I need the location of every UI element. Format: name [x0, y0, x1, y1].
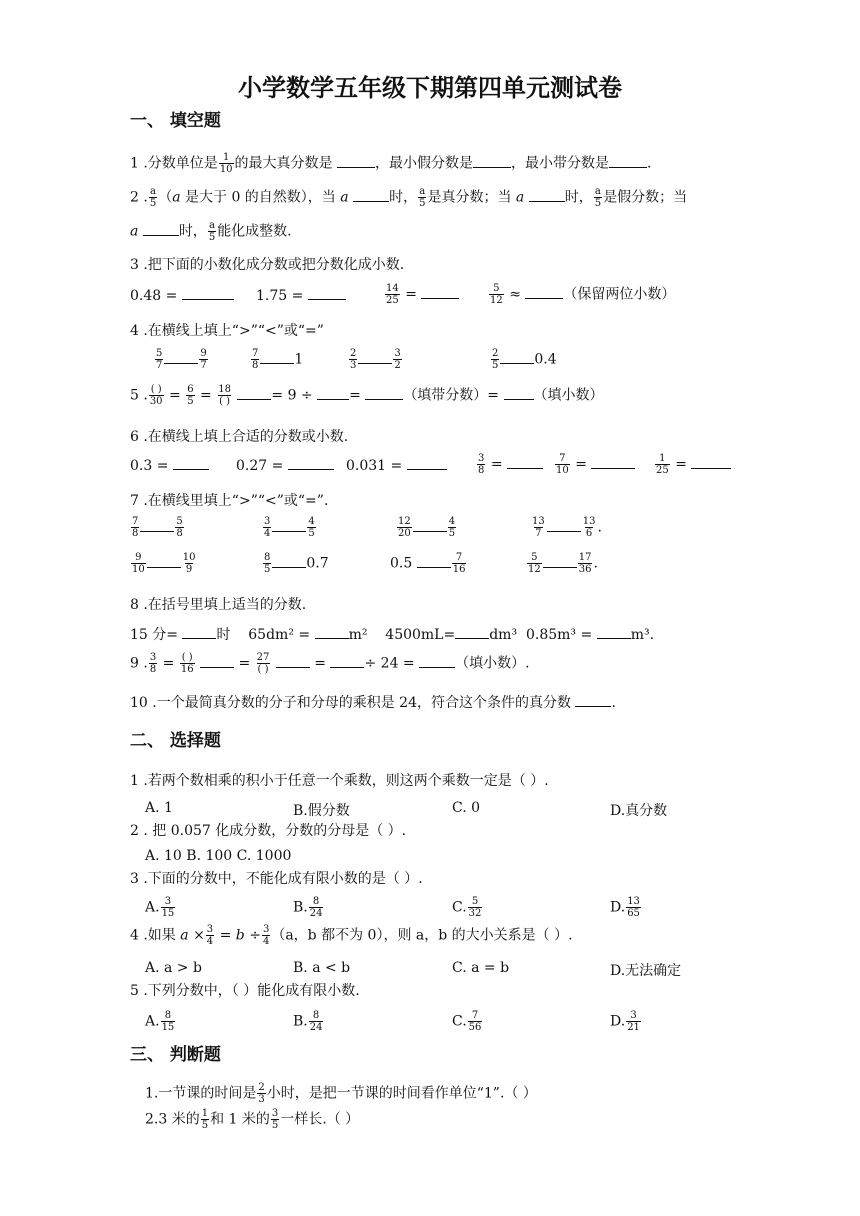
- answer-blank[interactable]: [200, 666, 234, 668]
- q4-item: $\frac{5}{7}$ $\frac{9}{7}$: [156, 348, 207, 371]
- judgement-1: 1.一节课的时间是 $\frac{2}{3}$ 小时，是把一节课的时间看作单位“1”.（ ）: [145, 1082, 537, 1105]
- question-5: 5 . ( ) 30 = $\frac{6}{5}$ = 18 ( ) = 9 ÷ = （填带分数）= （填小数）: [130, 384, 604, 407]
- option[interactable]: D.真分数: [610, 803, 668, 819]
- option[interactable]: C. $\frac{7}{56}$: [452, 1010, 482, 1033]
- q6-item: $\frac{1}{25}$ =: [654, 453, 731, 476]
- answer-blank[interactable]: [140, 530, 174, 532]
- choice-2: 2 . 把 0.057 化成分数，分数的分母是（ ）.: [130, 823, 407, 839]
- answer-blank[interactable]: [317, 398, 349, 400]
- answer-blank[interactable]: [504, 398, 534, 400]
- answer-blank[interactable]: [143, 234, 179, 236]
- question-6: 6 .在横线上填上合适的分数或小数.: [130, 429, 349, 445]
- fraction: $\frac{a}{5}$: [149, 186, 157, 209]
- answer-blank[interactable]: [330, 666, 364, 668]
- option[interactable]: C. $\frac{5}{32}$: [452, 896, 482, 919]
- q7-item: $\frac{7}{8}$ $\frac{5}{8}$: [132, 516, 183, 539]
- option[interactable]: A. $\frac{3}{15}$: [145, 896, 175, 919]
- q8-items: 15 分= 时 65dm² = m² 4500mL= dm³ 0.85m³ = m³.: [130, 627, 655, 643]
- answer-blank[interactable]: [358, 362, 392, 364]
- answer-blank[interactable]: [691, 467, 731, 469]
- answer-blank[interactable]: [260, 362, 294, 364]
- choice-5: 5 .下列分数中，（ ）能化成有限小数.: [130, 983, 360, 999]
- q6-item: 0.27 =: [236, 458, 334, 474]
- q4-item: $\frac{2}{3}$ $\frac{3}{2}$: [350, 348, 401, 371]
- question-1: 1 .分数单位是 $\frac{1}{10}$ 的最大真分数是 ，最小假分数是 ，最小带分数是 .: [130, 152, 652, 175]
- section-heading-judgement: 三、 判断题: [130, 1045, 221, 1065]
- option[interactable]: A. 10 B. 100 C. 1000: [145, 848, 292, 864]
- answer-blank[interactable]: [407, 468, 447, 470]
- q6-item: 0.031 =: [346, 458, 447, 474]
- option[interactable]: D.无法确定: [610, 963, 682, 979]
- answer-blank[interactable]: [597, 637, 631, 639]
- choice-1: 1 .若两个数相乘的积小于任意一个乘数，则这两个乘数一定是（ ）.: [130, 773, 549, 789]
- q7-item: $\frac{5}{12}$ $\frac{17}{36}$ .: [528, 552, 598, 575]
- q6-item: $\frac{7}{10}$ =: [554, 453, 635, 476]
- option[interactable]: A. $\frac{8}{15}$: [145, 1010, 175, 1033]
- section-heading-choice: 二、 选择题: [130, 731, 221, 751]
- choice-3: 3 .下面的分数中，不能化成有限小数的是（ ）.: [130, 871, 423, 887]
- fraction: $\frac{1}{10}$: [219, 152, 233, 175]
- q6-item: 0.3 =: [130, 458, 209, 474]
- option[interactable]: A. a > b: [145, 960, 202, 976]
- answer-blank[interactable]: [182, 637, 216, 639]
- answer-blank[interactable]: [419, 666, 455, 668]
- answer-blank[interactable]: [547, 530, 581, 532]
- answer-blank[interactable]: [288, 468, 334, 470]
- answer-blank[interactable]: [337, 166, 375, 168]
- answer-blank[interactable]: [543, 566, 577, 568]
- answer-blank[interactable]: [272, 566, 306, 568]
- q6-item: $\frac{3}{8}$ =: [476, 453, 543, 476]
- answer-blank[interactable]: [421, 297, 459, 299]
- answer-blank[interactable]: [315, 637, 349, 639]
- answer-blank[interactable]: [525, 297, 563, 299]
- option[interactable]: B.假分数: [293, 803, 350, 819]
- answer-blank[interactable]: [164, 362, 198, 364]
- q7-item: $\frac{9}{10}$ $\frac{10}{9}$: [132, 552, 196, 575]
- question-2: 2 . $\frac{a}{5}$ （a 是大于 0 的自然数），当 a 时， $\frac{a}{5}$ 是真分数；当 a 时， $\frac{a}{5}$ 是假分数；当: [130, 186, 688, 209]
- answer-blank[interactable]: [455, 637, 489, 639]
- answer-blank[interactable]: [353, 200, 389, 202]
- judgement-2: 2.3 米的 $\frac{1}{5}$ 和 1 米的 $\frac{3}{5}$ 一样长.（ ）: [145, 1108, 360, 1131]
- answer-blank[interactable]: [575, 705, 611, 707]
- option[interactable]: C. a = b: [452, 960, 510, 976]
- q1-text: 1 .分数单位是: [130, 155, 218, 172]
- answer-blank[interactable]: [529, 200, 565, 202]
- answer-blank[interactable]: [417, 566, 451, 568]
- option[interactable]: A. 1: [145, 800, 173, 816]
- option[interactable]: C. 0: [452, 800, 481, 816]
- answer-blank[interactable]: [591, 467, 635, 469]
- question-8: 8 .在括号里填上适当的分数.: [130, 597, 307, 613]
- answer-blank[interactable]: [308, 298, 346, 300]
- option[interactable]: B. $\frac{8}{24}$: [293, 896, 323, 919]
- answer-blank[interactable]: [237, 398, 271, 400]
- answer-blank[interactable]: [413, 530, 447, 532]
- answer-blank[interactable]: [500, 362, 534, 364]
- question-7: 7 .在横线里填上“>”“<”或“=”.: [130, 493, 329, 509]
- option[interactable]: D. $\frac{13}{65}$: [610, 896, 640, 919]
- q3-item: 1.75 =: [256, 288, 346, 304]
- answer-blank[interactable]: [272, 530, 306, 532]
- answer-blank[interactable]: [609, 166, 647, 168]
- answer-blank[interactable]: [147, 566, 181, 568]
- question-9: 9 . $\frac{3}{8}$ = ( ) 16 = 27 ( ) = ÷ 24 = （填小数）.: [130, 652, 530, 675]
- q4-item: $\frac{7}{8}$ 1: [252, 348, 304, 371]
- answer-blank[interactable]: [182, 298, 234, 300]
- answer-blank[interactable]: [173, 468, 209, 470]
- q3-item: $\frac{14}{25}$ =: [384, 283, 459, 306]
- question-10: 10 .一个最简真分数的分子和分母的乘积是 24，符合这个条件的真分数 .: [130, 695, 616, 711]
- section-heading-fill-blank: 一、 填空题: [130, 111, 221, 131]
- q3-item: 0.48 =: [130, 288, 234, 304]
- q3-item: $\frac{5}{12}$ ≈ （保留两位小数）: [490, 283, 676, 306]
- q7-item: $\frac{3}{4}$ $\frac{4}{5}$: [264, 516, 315, 539]
- q7-item: $\frac{13}{7}$ $\frac{13}{6}$ .: [532, 516, 602, 539]
- option[interactable]: B. $\frac{8}{24}$: [293, 1010, 323, 1033]
- answer-blank[interactable]: [507, 467, 543, 469]
- page-title: 小学数学五年级下期第四单元测试卷: [238, 74, 622, 102]
- q4-item: $\frac{2}{5}$ 0.4: [492, 348, 557, 371]
- option[interactable]: D. $\frac{3}{21}$: [610, 1010, 640, 1033]
- question-4: 4 .在横线上填上“>”“<”或“=”: [130, 323, 324, 339]
- choice-4: 4 .如果 a × $\frac{3}{4}$ = b ÷ $\frac{3}{4}$ （a，b 都不为 0），则 a，b 的大小关系是（ ）.: [130, 924, 573, 947]
- question-2-cont: a 时， $\frac{a}{5}$ 能化成整数.: [130, 220, 292, 243]
- q7-item: $\frac{8}{5}$ 0.7: [264, 552, 329, 575]
- answer-blank[interactable]: [276, 666, 310, 668]
- q7-item: 0.5 $\frac{7}{16}$: [390, 552, 466, 575]
- answer-blank[interactable]: [473, 166, 511, 168]
- option[interactable]: B. a < b: [293, 960, 351, 976]
- answer-blank[interactable]: [365, 398, 403, 400]
- question-3: 3 .把下面的小数化成分数或把分数化成小数.: [130, 257, 405, 273]
- q7-item: $\frac{12}{20}$ $\frac{4}{5}$: [398, 516, 456, 539]
